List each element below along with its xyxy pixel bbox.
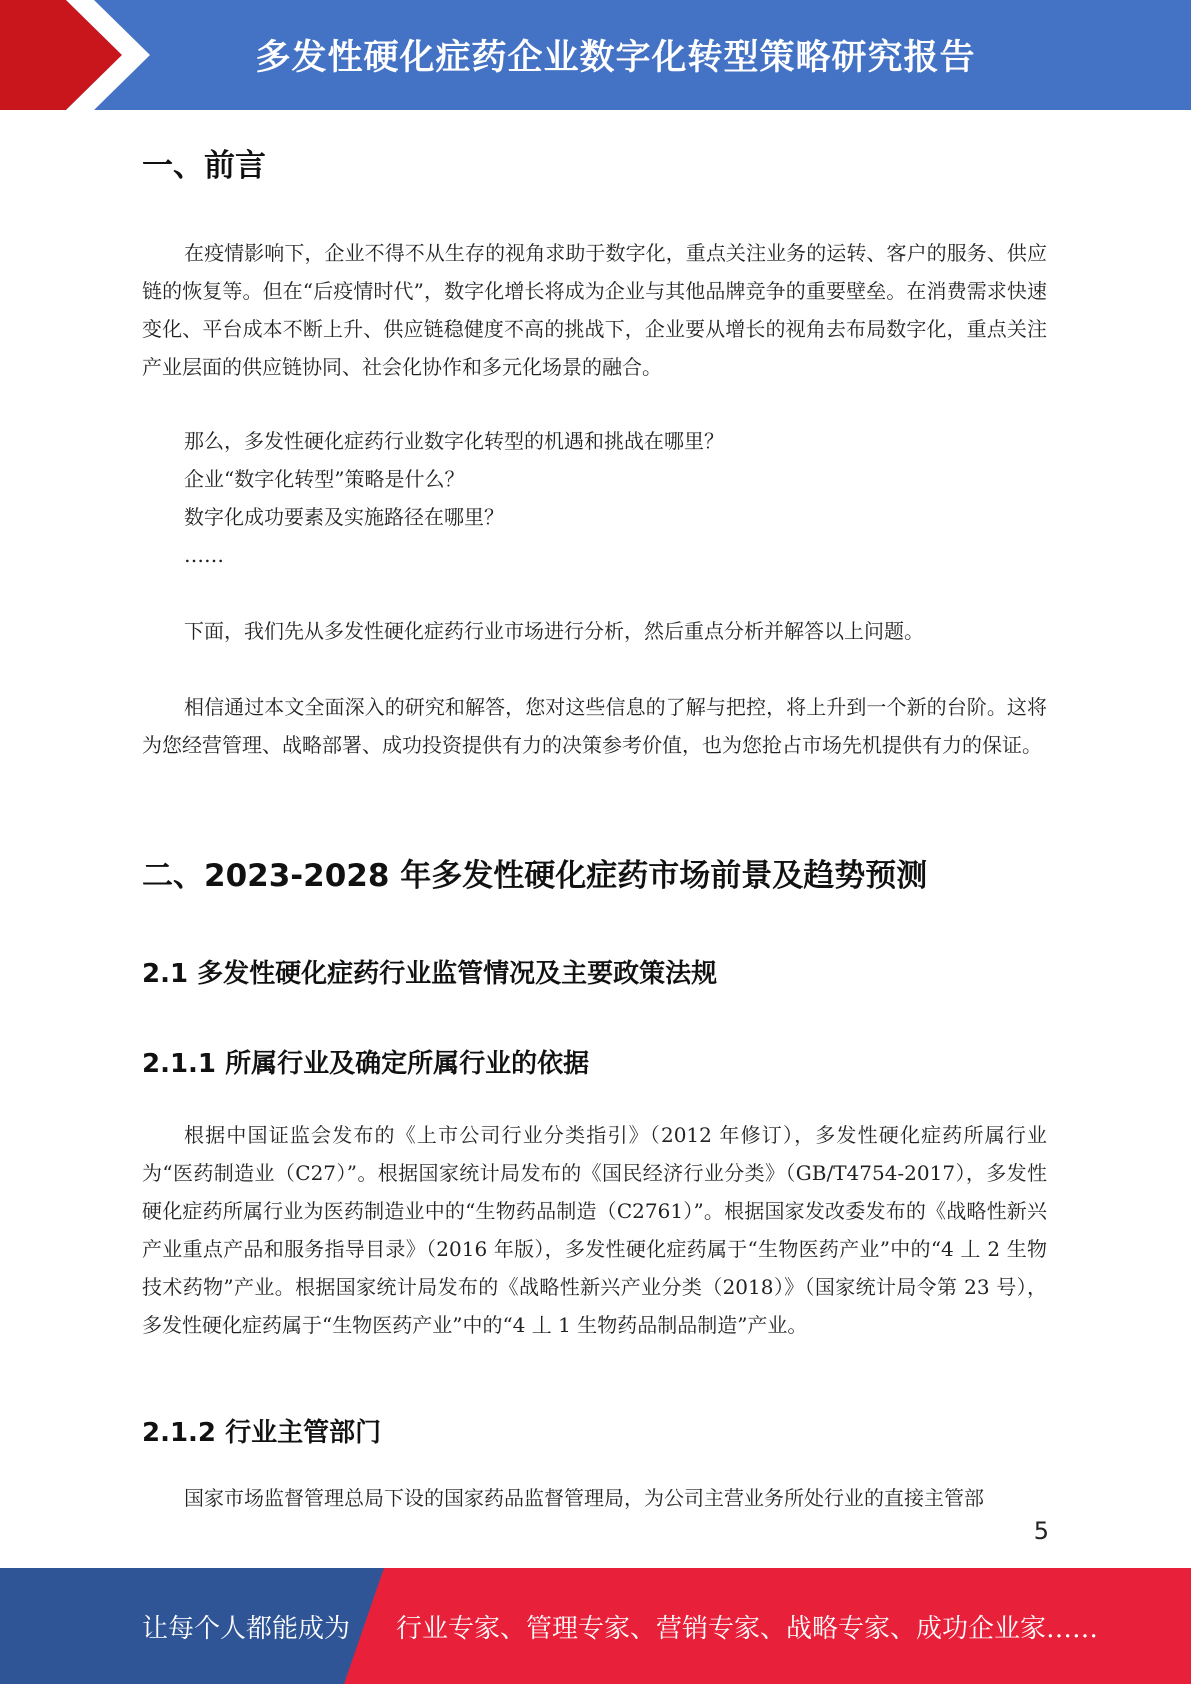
footer-slogan-right: 行业专家、管理专家、营销专家、战略专家、成功企业家…… [396, 1613, 1099, 1644]
subsection-heading-2-1-1: 2.1.1 所属行业及确定所属行业的依据 [142, 1049, 590, 1079]
question-line-3: 数字化成功要素及实施路径在哪里？ [184, 505, 504, 529]
regulator-paragraph: 国家市场监督管理总局下设的国家药品监督管理局，为公司主营业务所处行业的直接主管部 [184, 1486, 984, 1510]
preface-paragraph-1: 在疫情影响下，企业不得不从生存的视角求助于数字化，重点关注业务的运转、客户的服务、供应链的恢复等。但在“后疫情时代”，数字化增长将成为企业与其他品牌竞争的重要壁垒。在消费需求快速变化、平台成本不断上升、供应链稳健度不高的挑战下，企业要从增长的视角去布局数字化，重点关注产业层面的供应链协同、社会化协作和多元化场景的融合。 [142, 241, 1047, 379]
page-header [0, 0, 1191, 110]
footer-slogan-left: 让每个人都能成为 [142, 1613, 351, 1644]
question-line-1: 那么，多发性硬化症药行业数字化转型的机遇和挑战在哪里？ [184, 429, 724, 453]
question-line-2: 企业“数字化转型”策略是什么？ [184, 467, 465, 491]
industry-classification-paragraph: 根据中国证监会发布的《上市公司行业分类指引》（2012 年修订），多发性硬化症药所属行业为“医药制造业（C27）”。根据国家统计局发布的《国民经济行业分类》（GB/T4754-2017），多发性硬化症药所属行业为医药制造业中的“生物药品制造（C2761）”。根据国家发改委发布的《战略性新兴产业重点产品和服务指导目录》（2016 年版），多发性硬化症药属于“生物医药产业”中的“4 丄 2 生物技术药物”产业。根据国家统计局发布的《战略性新兴产业分类（2018）》（国家统计局令第 23 号），多发性硬化症药属于“生物医药产业”中的“4 丄 1 生物药品制品制造”产业。 [142, 1123, 1047, 1337]
section-heading-preface: 一、前言 [142, 148, 266, 184]
subsection-heading-2-1: 2.1 多发性硬化症药行业监管情况及主要政策法规 [142, 959, 718, 989]
question-ellipsis: …… [184, 543, 224, 567]
report-title: 多发性硬化症药企业数字化转型策略研究报告 [255, 38, 976, 78]
subsection-heading-2-1-2: 2.1.2 行业主管部门 [142, 1418, 382, 1448]
preface-paragraph-3: 相信通过本文全面深入的研究和解答，您对这些信息的了解与把控，将上升到一个新的台阶。这将为您经营管理、战略部署、成功投资提供有力的决策参考价值，也为您抢占市场先机提供有力的保证。 [142, 695, 1047, 757]
preface-paragraph-2: 下面，我们先从多发性硬化症药行业市场进行分析，然后重点分析并解答以上问题。 [184, 619, 924, 643]
section-heading-forecast: 二、2023-2028 年多发性硬化症药市场前景及趋势预测 [142, 858, 928, 894]
page-footer [0, 1568, 1191, 1684]
page-number: 5 [1033, 1517, 1049, 1545]
